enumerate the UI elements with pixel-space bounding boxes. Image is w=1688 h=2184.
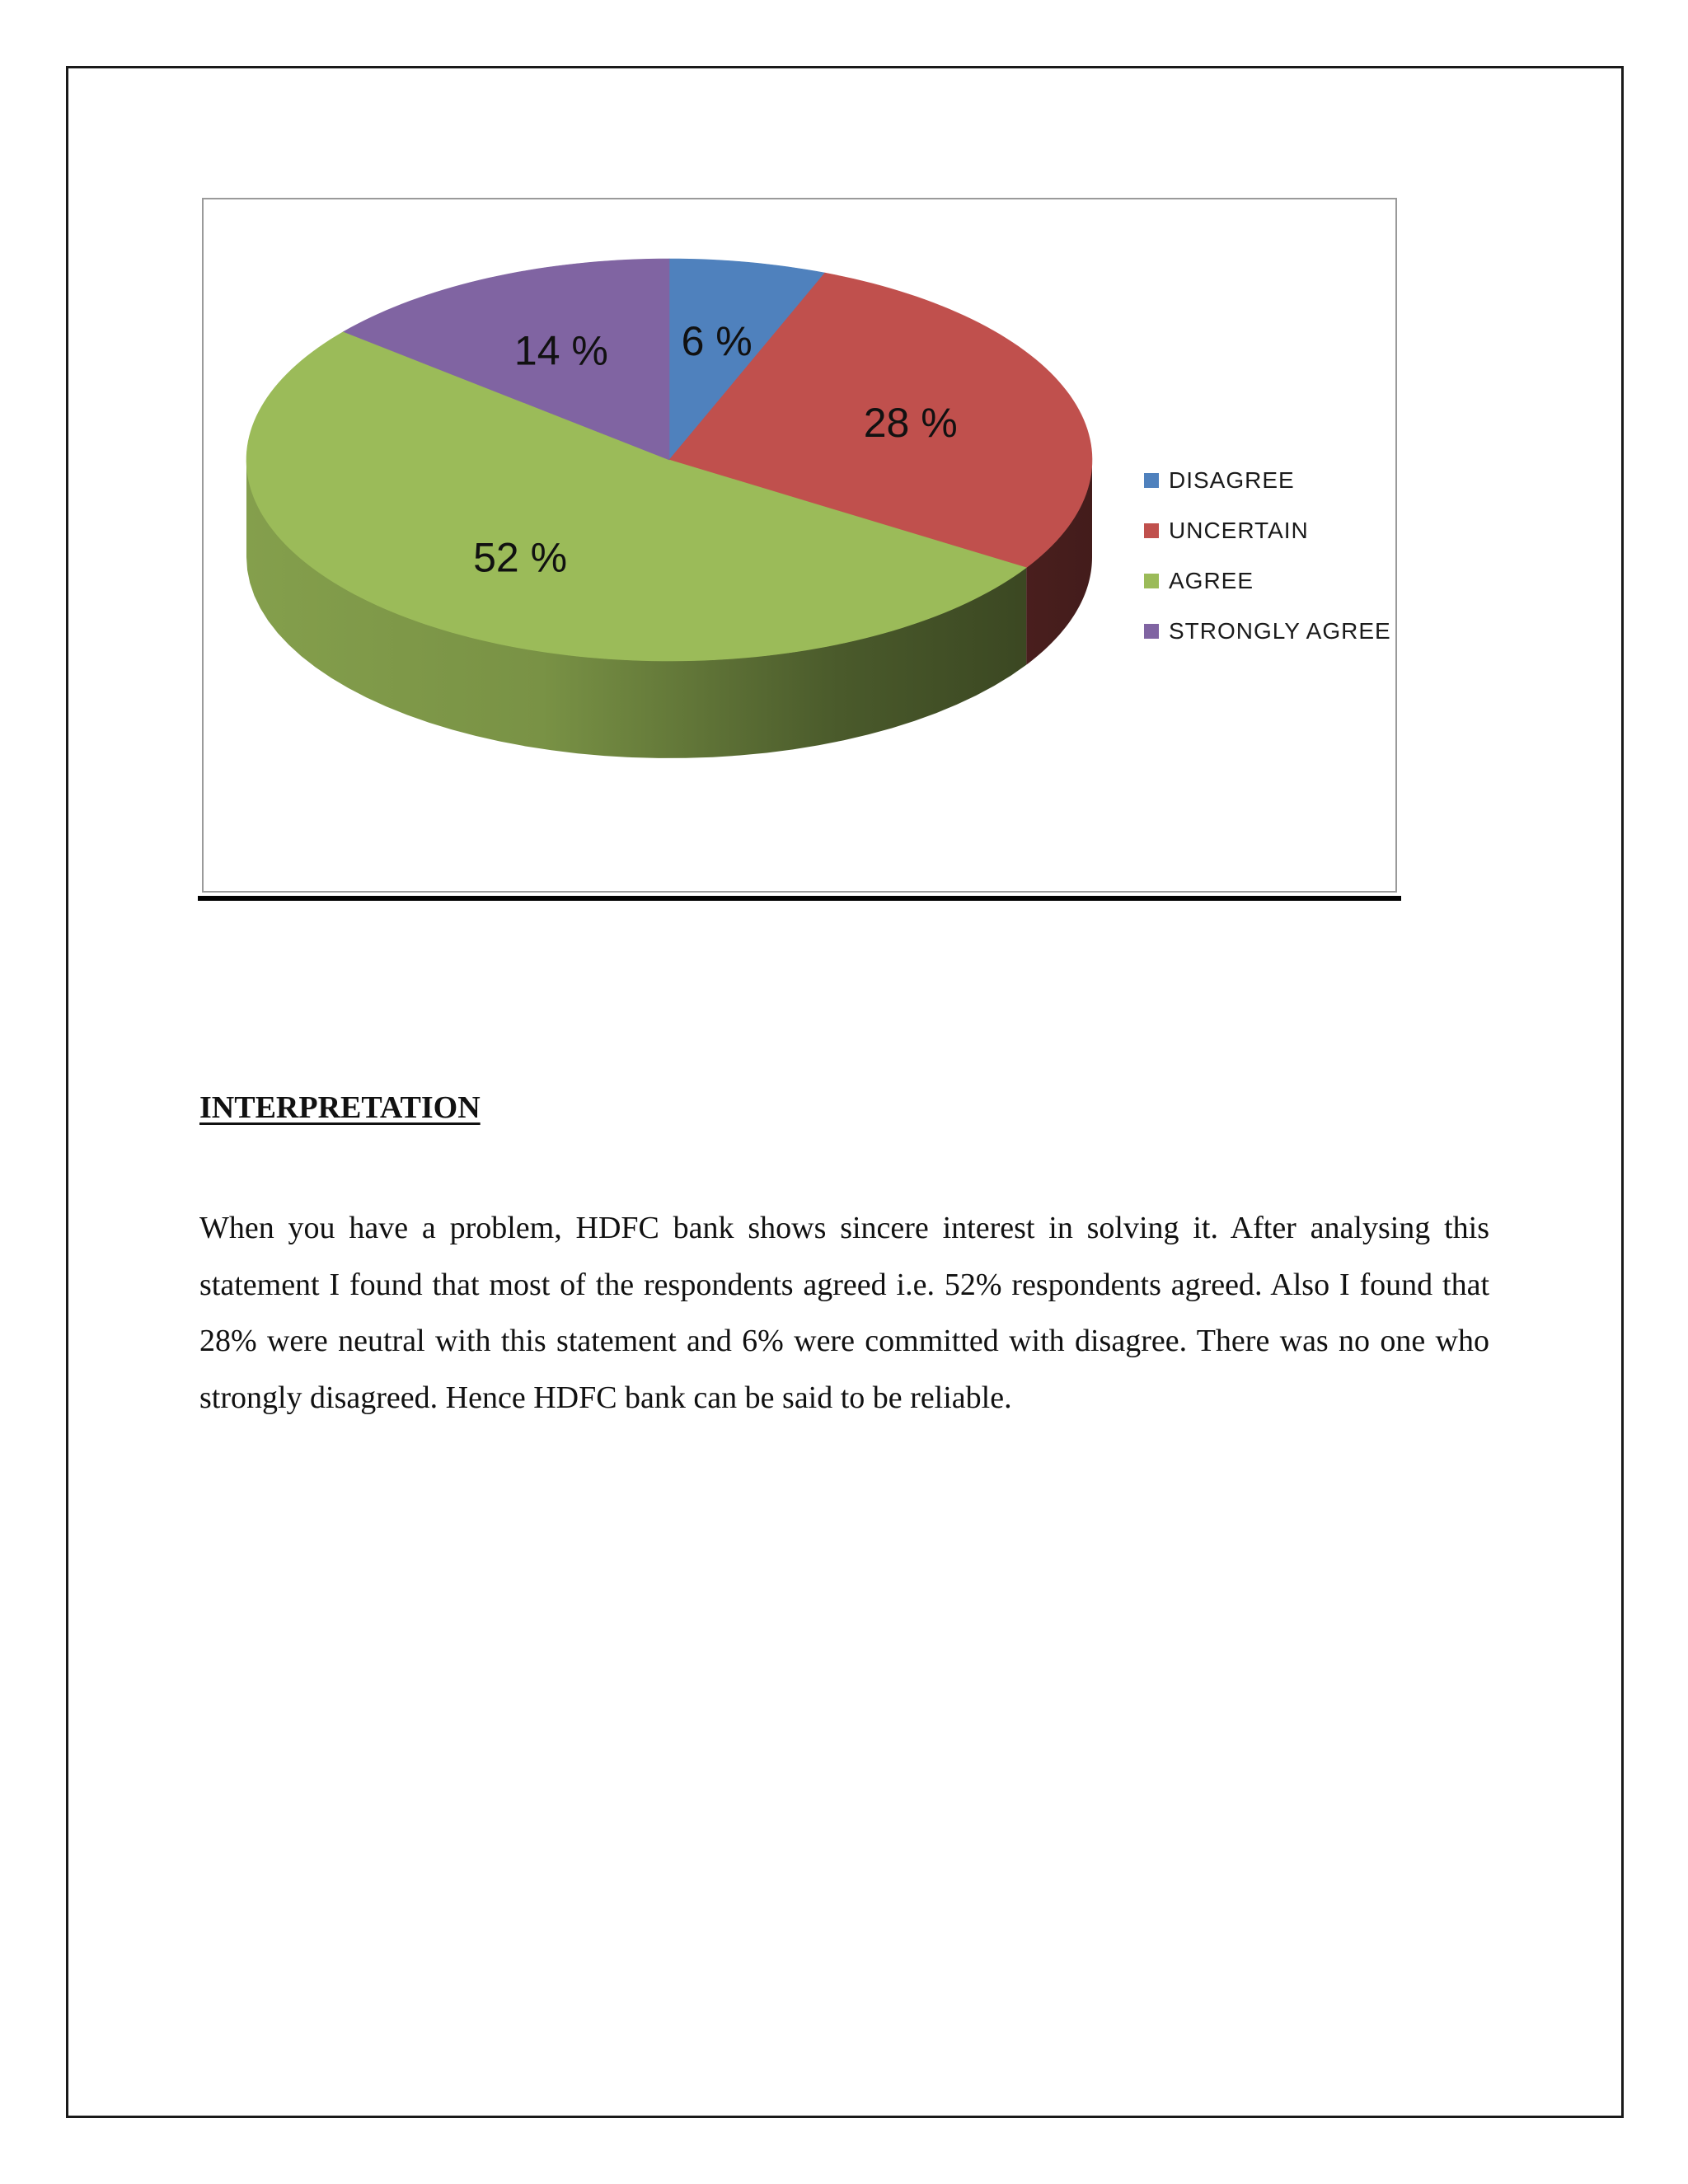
legend-label-strongly-agree: STRONGLY AGREE (1169, 617, 1391, 644)
legend-swatch-disagree (1144, 473, 1159, 488)
legend-swatch-uncertain (1144, 523, 1159, 538)
pie-label-disagree: 6 % (681, 318, 753, 365)
legend-item-disagree (1144, 455, 1391, 505)
legend-item-agree (1144, 555, 1391, 606)
legend-item-uncertain (1144, 505, 1391, 555)
legend-label-agree: AGREE (1169, 567, 1254, 593)
pie-label-agree: 52 % (473, 534, 568, 581)
legend-label-disagree: DISAGREE (1169, 466, 1295, 493)
chart-legend (1144, 455, 1391, 656)
pie-tops (246, 259, 1092, 661)
legend-swatch-strongly-agree (1144, 624, 1159, 639)
interpretation-heading: INTERPRETATION (199, 1090, 481, 1125)
pie-label-strongly-agree: 14 % (513, 327, 608, 374)
legend-swatch-agree (1144, 574, 1159, 588)
legend-label-uncertain: UNCERTAIN (1169, 517, 1309, 543)
interpretation-paragraph: When you have a problem, HDFC bank shows sincere interest in solving it. After analysing this statement I found that most of the respondents agreed i.e. 52% respondents agreed. Also I found that 28% were neutral with this statement and 6% were committed with disagree. There was no one who strongly disagreed. Hence HDFC bank can be said to be reliable. (199, 1211, 1489, 1415)
chart-underline-rule (198, 896, 1401, 901)
pie-label-uncertain: 28 % (863, 399, 958, 446)
legend-item-strongly-agree (1144, 606, 1391, 656)
